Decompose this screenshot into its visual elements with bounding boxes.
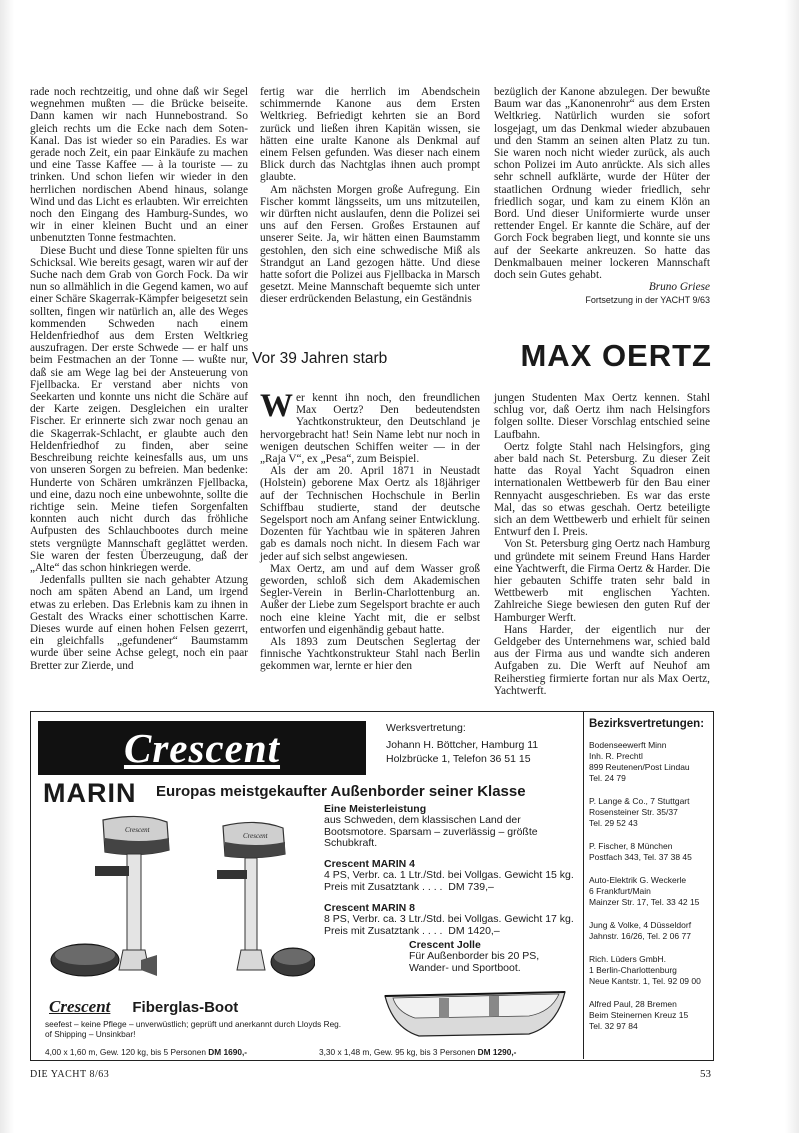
boat-spec-small-price: DM 1290,-	[477, 1047, 517, 1057]
story-column-2	[260, 86, 480, 306]
boat-spec-large-text: 4,00 x 1,60 m, Gew. 120 kg, bis 5 Personen	[45, 1047, 206, 1057]
outboard-motor-marin-4	[217, 822, 315, 976]
article-lead-text: er kennt ihn noch, den freundlichen Max Oertz? Den bedeutendsten Yachtkonstrukteur, den Deutschland je hervorgebracht hat! Sein Name lebt nur noch in wenigen deutschen Schiffen weiter — in der „Raja V“, ex „Pesa“, zum Beispiel.	[260, 392, 480, 466]
rep-entry	[589, 999, 714, 1032]
footer-magazine-issue: DIE YACHT 8/63	[30, 1069, 110, 1080]
rep-line: P. Fischer, 8 München	[589, 841, 673, 851]
article-paragraph: Als 1893 zum Deutschen Seglertag der finnische Yachtkonstrukteur Stahl nach Berlin gekommen war, lernte er hier den	[260, 636, 480, 673]
offer-title: Eine Meisterleistung	[324, 803, 427, 815]
reps-title: Bezirksvertretungen:	[589, 718, 705, 730]
jolle-title: Crescent Jolle	[409, 939, 481, 951]
rep-line: Rosensteiner Str. 35/37	[589, 807, 678, 817]
story-column-1	[30, 86, 248, 672]
rep-entry	[589, 841, 714, 863]
rep-line: Tel. 29 52 43	[589, 818, 638, 828]
article-column-1	[260, 388, 480, 673]
jolle-text	[409, 940, 579, 974]
footer-page-number: 53	[700, 1068, 711, 1080]
rep-line: Jung & Volke, 4 Düsseldorf	[589, 920, 692, 930]
rep-line: Alfred Paul, 28 Bremen	[589, 999, 677, 1009]
drop-cap: W	[260, 388, 293, 424]
rep-line: Neue Kantstr. 1, Tel. 92 09 00	[589, 976, 701, 986]
marin4-title: Crescent MARIN 4	[324, 858, 416, 871]
story-paragraph: Am nächsten Morgen große Aufregung. Ein Fischer kommt längsseits, um uns mitzuteilen, wir dürften nicht auslaufen, denn die Polizei sei uns auf den Fersen. Großes Erstaunen auf unserer Seite. Ja, wir hätten einen Baumstamm gestohlen, den sich eine schwedische Miß als Strandgut an Land gezogen hätte. Und diese hatte sofort die Polizei aus Fjellbacka in Marsch gesetzt. Meine Mannschaft bequemte sich unter dieser erdrückenden Belastung, ein Geständnis	[260, 183, 480, 306]
jolle-description: Für Außenborder bis 20 PS, Wander- und Sportboot.	[409, 950, 540, 974]
rep-entry	[589, 796, 714, 829]
marin4-text: 4 PS, Verbr. ca. 1 Ltr./Std. bei Vollgas. Gewicht 15 kg. Preis mit Zusatztank	[324, 869, 574, 893]
article-paragraph: Max Oertz, am und auf dem Wasser groß geworden, schloß sich dem Akademischen Segler-Verein in Berlin-Charlottenburg an. Außer der Liebe zum Segelsport brachte er auch noch eine kleine Yacht mit, die er selbst entworfen und eigenhändig gebaut hatte.	[260, 562, 480, 636]
article-paragraph	[260, 388, 480, 466]
crescent-small-logo: Crescent	[49, 997, 111, 1016]
fiberglass-boat-illustration	[379, 982, 575, 1040]
article-paragraph: Hans Harder, der eigentlich nur der Geldgeber des Unternehmens war, schied bald aus der Firma aus und wandte sich anderen Aufgaben zu. Die Werft auf Neuhof am Reiherstieg firmierte fortan nur als Max Oertz, Yachtwerft.	[494, 623, 710, 697]
story-paragraph: bezüglich der Kanone abzulegen. Der bewußte Baum war das „Kanonenrohr“ aus dem Ersten Weltkrieg. Natürlich wurden sie sofort losgejagt, um das Denkmal wieder abzubauen und den Stamm an seinen alten Platz zu tun. Sie waren noch nicht wieder zurück, als auch schon Polizei im Auto anrückte. Als sich alles sehr schnell aufklärte, wurde der Hüter der staatlichen Ordnung wieder friedlich, sehr friedlich sogar, und kam zu einem Klön an Bord. Und dieser Uniformierte wurde unser rettender Engel. Er kannte die Schäre, auf der Gorch Fock begraben liegt, und konnte sie uns auf der Seekarte ankreuzen. So hatte das Denkmalbauen meiner lockeren Mannschaft doch sein Gutes gehabt.	[494, 86, 710, 282]
story-paragraph: rade noch rechtzeitig, und ohne daß wir Segel wegnehmen mußten — die Brücke beiseite. Dann kamen wir nach Hunnebostrand. So gleich rechts um die Ecke nach dem Soten-Kanal. Das ist wieder so ein Paradies. Es war gerade noch Zeit, ein paar Einkäufe zu machen und eine Tasse Kaffee — à la touriste — zu trinken. Und schon liefen wir wieder in den herrlichen nordischen Abend hinaus, solange Wind und das Licht es erlaubten. Wir erreichten noch den Eingang des Hamburg-Sundes, wo wir in einer kleinen Bucht und an einer unbenutzten Tonne festmachten.	[30, 86, 248, 245]
headline-prefix: Vor 39 Jahren starb	[252, 350, 388, 367]
outboard-motors-illustration	[45, 810, 315, 995]
fiberglass-description: seefest – keine Pflege – unverwüstlich; geprüft und anerkannt durch Lloyds Reg. of Shipping – Unsinkbar!	[45, 1019, 342, 1039]
reps-list	[589, 740, 714, 1032]
rep-line: Jahnstr. 16/26, Tel. 2 06 77	[589, 931, 691, 941]
crescent-logo: Crescent	[38, 721, 366, 775]
rep-entry	[589, 740, 714, 784]
story-paragraph: Diese Bucht und diese Tonne spielten für uns Schicksal. Wie bereits gesagt, waren wir auf der Suche nach dem Grab von Gorch Fock. Da wir nun so allmählich in die Gegend kamen, wo auf einer Schäre Skagerrak-Kämpfer beigesetzt sein sollten, fingen wir natürlich an, alle des Weges kommenden Schweden nach einem Heldenfriedhof aus dem Ersten Weltkrieg auszufragen. Der erste Schwede — er half uns beim Festmachen an der Tonne — wußte nur, daß sie am Wege lag bei der Ansteuerung von Fjellbacka. Er verstand aber nichts von Seekarten und konnte uns nicht die Schäre auf der Karte zeigen. Desgleichen ein uralter Fischer. Er erinnerte sich zwar noch genau an die Skagerrak-Schlacht, er glaubte auch den Heldenfriedhof zu finden, aber seine Beschreibung reichte keinesfalls aus, um uns von unseren Sorgen zu befreien. Man bedenke: Hunderte von Schären umkränzen Fjellbacka, und eine, dazu noch eine unbewohnte, sollte die richtige sein. Meine tiefen Sorgenfalten konnten auch nicht durch das fröhliche Aufpusten des Schlauchbootes durch meine stets vergnügte Mannschaft geglättet werden. Sie waren der festen Überzeugung, daß der „Alte“ das schon hinkriegen werde.	[30, 244, 248, 574]
rep-entry	[589, 920, 714, 942]
marin8-text: 8 PS, Verbr. ca. 3 Ltr./Std. bei Vollgas. Gewicht 17 kg. Preis mit Zusatztank	[324, 913, 574, 937]
rep-line: 899 Reutenen/Post Lindau	[589, 762, 690, 772]
boat-spec-small-text: 3,30 x 1,48 m, Gew. 95 kg, bis 3 Personen	[319, 1047, 476, 1057]
rep-line: P. Lange & Co., 7 Stuttgart	[589, 796, 690, 806]
agency-label: Werksvertretung:	[386, 722, 466, 734]
article-paragraph: jungen Studenten Max Oertz kennen. Stahl schlug vor, daß Oertz ihm nach Helsingfors folgen sollte. Dieser Vorschlag entschied seine Laufbahn.	[494, 392, 710, 441]
article-paragraph: Von St. Petersburg ging Oertz nach Hamburg und gründete mit seinem Freund Hans Harder eine Yachtwerft, die Firma Oertz & Harder. Die hier gebauten Schiffe traten sehr bald in Wettbewerb mit englischen Yachten. Zahlreiche Siege bewiesen den guten Ruf der Hamburger Werft.	[494, 538, 710, 624]
story-paragraph: Jedenfalls pullten sie nach gehabter Atzung noch am späten Abend an Land, um irgend etwas zu erleben. Das Erlebnis kam zu ihnen in Gestalt des Wracks einer schottischen Karre. Dieses wurde auf einen hohen Felsen gezerrt, ein gleichfalls „gefundener“ Baumstamm wurde über seine Achse gelegt, noch ein paar Bretter zur Zierde, und	[30, 574, 248, 672]
article-headline	[252, 334, 712, 374]
article-paragraph: Als der am 20. April 1871 in Neustadt (Holstein) geborene Max Oertz als 18jähriger auf der Technischen Hochschule in Berlin Schiffbau studierte, stand der deutsche Segelsport noch am Anfang seiner Entwicklung. Dozenten für Yachtbau wie in späteren Jahren gab es damals noch nicht. In diesem Fach war jeder auf sich selbst angewiesen.	[260, 465, 480, 563]
rep-line: Tel. 32 97 84	[589, 1021, 638, 1031]
agency-line: Johann H. Böttcher, Hamburg 11	[386, 739, 539, 751]
crescent-advertisement	[30, 711, 714, 1061]
svg-text:Crescent: Crescent	[125, 826, 150, 834]
factory-agency	[386, 721, 576, 766]
rep-line: Tel. 24 79	[589, 773, 626, 783]
boat-spec-large-price: DM 1690,-	[208, 1047, 248, 1057]
rep-line: Postfach 343, Tel. 37 38 45	[589, 852, 692, 862]
boat-spec-large	[45, 1047, 247, 1057]
author-signature: Bruno Griese	[648, 281, 710, 294]
article-paragraph: Oertz folgte Stahl nach Helsingfors, ging aber bald nach St. Petersburg. Zu dieser Zeit hatte das Royal Yacht Squadron einen internationalen Wettbewerb für den Bau einer Rennyacht ausgeschrieben. Es war das erste Mal, das so etwas geschah. Oertz beteiligte sich an dem Wettbewerb und erhielt für seinen Entwurf den I. Preis.	[494, 440, 710, 539]
boat-spec-small	[319, 1047, 516, 1057]
rep-line: Rich. Lüders GmbH.	[589, 954, 666, 964]
marin8-title: Crescent MARIN 8	[324, 902, 416, 915]
ad-slogan: Europas meistgekaufter Außenborder seiner Klasse	[156, 783, 526, 800]
story-column-3	[494, 86, 710, 307]
rep-line: Beim Steinernen Kreuz 15	[589, 1010, 689, 1020]
continuation-note: Fortsetzung in der YACHT 9/63	[585, 295, 710, 306]
headline-name: MAX OERTZ	[520, 338, 712, 373]
fiberglass-title: Fiberglas-Boot	[132, 999, 239, 1016]
fiberglass-boat-heading	[49, 997, 238, 1017]
marin8-price: . . . . DM 1420,–	[419, 924, 500, 937]
product-name: MARIN	[43, 778, 137, 808]
offer-text: aus Schweden, dem klassischen Land der Bootsmotore. Sparsam – zuverlässig – größte Schubkraft.	[324, 814, 538, 849]
story-paragraph: fertig war die herrlich im Abendschein schimmernde Kanone aus dem Ersten Weltkrieg. Befriedigt kehrten sie an Bord zurück und ließen ihren Kapitän wissen, sie hätten eine uralte Kanone als Denkmal auf einem Felsen gefunden. Was dieser nach einem Blick durch das Nachtglas ihnen auch prompt glaubte.	[260, 86, 480, 184]
article-column-2	[494, 392, 710, 697]
svg-text:Crescent: Crescent	[243, 832, 268, 840]
rep-line: Mainzer Str. 17, Tel. 33 42 15	[589, 897, 700, 907]
district-representatives	[583, 712, 714, 1059]
rep-line: 6 Frankfurt/Main	[589, 886, 651, 896]
rep-line: 1 Berlin-Charlottenburg	[589, 965, 677, 975]
rep-line: Inh. R. Prechtl	[589, 751, 643, 761]
agency-line: Holzbrücke 1, Telefon 36 51 15	[386, 753, 531, 765]
outboard-motor-marin-8	[51, 816, 169, 976]
marin4-price: . . . . DM 739,–	[419, 880, 494, 893]
rep-line: Bodenseewerft Minn	[589, 740, 667, 750]
rep-entry	[589, 954, 714, 987]
rep-entry	[589, 875, 714, 908]
ad-offer-text	[324, 804, 579, 947]
rep-line: Auto-Elektrik G. Weckerle	[589, 875, 687, 885]
